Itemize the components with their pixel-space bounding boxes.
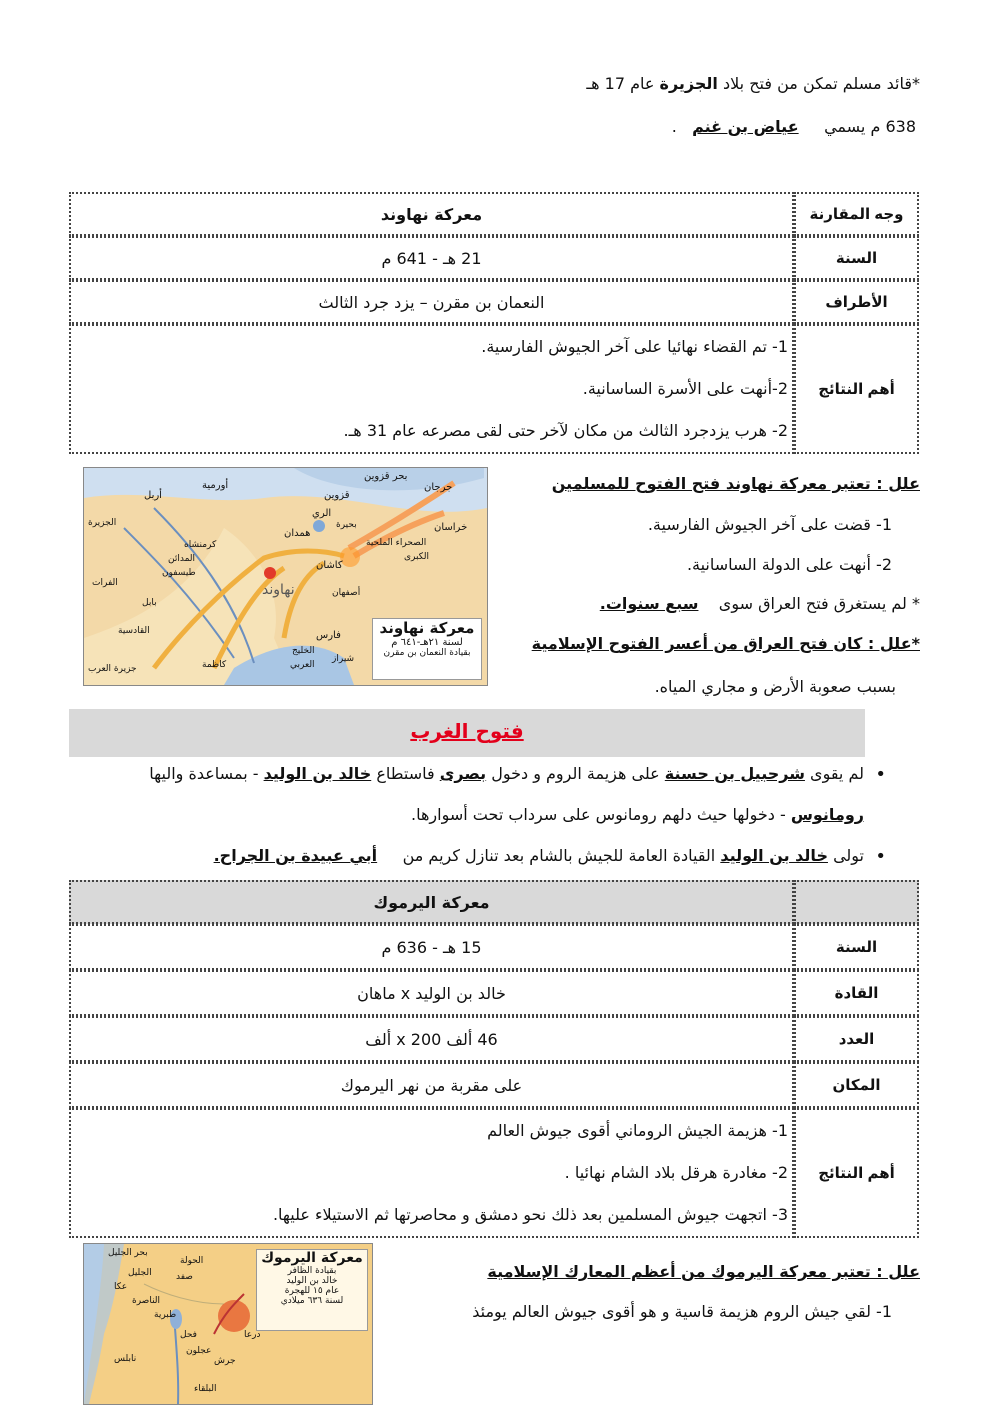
result-item: 1- تم القضاء نهائيا على آخر الجيوش الفارسية. [481,337,788,356]
west-bullet-1-line-2: رومانوس - دخولها حيث دلهم رومانوس على سرداب تحت أسوارها. [411,805,864,824]
row-value: خالد بن الوليد x ماهان [69,970,794,1016]
yarmouk-reason-title: علل : تعتبر معركة اليرموك من أعظم المعارك الإسلامية [487,1262,920,1281]
results-label: أهم النتائج [794,1108,919,1238]
row-label: السنة [794,236,919,280]
map-place: جزيرة العرب [88,664,137,674]
yarmouk-map [83,1243,373,1405]
reason-item: 2- أنهت على الدولة الساسانية. [686,555,892,574]
map-place: طيسفون [162,568,196,578]
row-value: على مقربة من نهر اليرموك [69,1062,794,1108]
results-cell [69,1108,794,1238]
header-title: معركة اليرموك [69,880,794,924]
nahawand-reason-title: علل : تعتبر معركة نهاوند فتح الفتوح للمسلمين [551,474,920,493]
nahawand-map-legend [372,618,482,680]
map-place: العربي [290,660,315,670]
map-place: القادسية [118,626,150,636]
map-legend-subtitle: لسنة ٦٣٦ ميلادي [280,1296,344,1306]
map-place: أصفهان [332,588,361,598]
map-place: شيراز [332,654,355,664]
map-place: فحل [180,1330,197,1340]
map-place: أورمية [202,480,229,491]
west-bullet-1-line-1: • لم يقوى شرحبيل بن حسنة على هزيمة الروم و دخول بصرى فاستطاع خالد بن الوليد - بمساعدة واليها [149,764,864,783]
row-label: القادة [794,970,919,1016]
map-legend-title: معركة نهاوند [379,619,475,637]
row-value: 15 هـ - 636 م [69,924,794,970]
yarmouk-comparison-table [69,880,919,1238]
row-label: الأطراف [794,280,919,324]
header-label-empty [794,880,919,924]
west-bullet-2: • تولى خالد بن الوليد القيادة العامة للجيش بالشام بعد تنازل كريم من أبي عبيدة بن الجراح. [214,846,864,865]
result-item: 1- هزيمة الجيش الروماني أقوى جيوش العالم [487,1121,788,1140]
map-place: كاظمة [202,660,227,670]
nahawand-map [83,467,488,686]
map-place: الكبرى [404,552,429,562]
nahawand-comparison-table [69,192,919,454]
map-place: درعا [244,1330,261,1340]
results-cell [69,324,794,454]
row-label: العدد [794,1016,919,1062]
map-place: بحر قزوين [364,471,408,482]
map-place: كرمنشاه [184,540,217,550]
map-place: كاشان [316,560,343,571]
map-place: الري [312,508,332,519]
map-legend-subtitle: لسنة ٢١هـ-٦٤١ م [391,637,463,648]
map-place: الناصرة [132,1296,161,1306]
map-place: صفد [176,1272,193,1282]
result-item: 2-أنهت على الأسرة الساسانية. [582,379,788,398]
row-label: المكان [794,1062,919,1108]
map-place: خراسان [434,522,468,533]
map-place: البلقاء [194,1384,217,1394]
reason-item: 1- لقي جيش الروم هزيمة قاسية و هو أقوى جيوش العالم يومئذ [472,1302,892,1321]
map-place: الخليج [292,646,315,656]
result-item: 2- هرب يزدجرد الثالث من مكان لآخر حتى لقى مصرعه عام 31 هـ. [343,421,788,440]
row-value: النعمان بن مقرن – يزد جرد الثالث [69,280,794,324]
map-legend-subtitle: بقيادة الظافر [287,1266,337,1276]
map-place: بحيرة [336,520,357,530]
row-value: 21 هـ - 641 م [69,236,794,280]
iraq-line: * لم يستغرق فتح العراق سوى سبع سنوات. [599,594,920,613]
map-place: الجزيرة [88,518,117,528]
map-place: المدائن [168,554,196,564]
header-label: وجه المقارنة [794,192,919,236]
west-title: فتوح الغرب [410,719,524,743]
map-place: فارس [316,630,341,641]
result-item: 2- مغادرة هرقل بلاد الشام نهائيا . [564,1163,788,1182]
results-label: أهم النتائج [794,324,919,454]
map-legend-subtitle: عام ١٥ للهجرة [284,1286,340,1296]
map-legend-subtitle: خالد بن الوليد [286,1276,338,1286]
map-place: الجليل [128,1268,152,1278]
intro-line-2: 638 م يسمي عياض بن غنم . [671,117,916,136]
map-place: نهاوند [262,582,295,598]
map-place: همدان [284,528,311,539]
map-legend-title: معركة اليرموك [261,1250,363,1266]
map-place: جرجان [424,482,453,493]
header-title: معركة نهاوند [69,192,794,236]
map-place: نابلس [114,1354,137,1364]
map-place: عجلون [186,1346,212,1356]
map-place: عكا [114,1282,128,1292]
iraq-reason-title: *علل : كان فتح العراق من أعسر الفتوح الإسلامية [531,634,920,653]
map-place: الفرات [92,578,118,588]
map-place: طبرية [154,1310,177,1320]
map-place: الحولة [180,1256,204,1266]
row-label: السنة [794,924,919,970]
map-place: بحر الجليل [108,1248,148,1258]
result-item: 3- اتجهت جيوش المسلمين بعد ذلك نحو دمشق و محاصرتها ثم الاستيلاء عليها. [272,1205,788,1224]
map-place: أربل [144,490,162,501]
intro-line-1: *قائد مسلم تمكن من فتح بلاد الجزيرة عام 17 هـ [586,74,920,93]
map-legend-subtitle: بقيادة النعمان بن مقرن [383,648,471,658]
row-value: 46 ألف x 200 ألف [69,1016,794,1062]
yarmouk-map-legend [256,1249,368,1331]
map-place: جرش [214,1356,236,1366]
map-place: قزوين [324,490,350,501]
reason-item: 1- قضت على آخر الجيوش الفارسية. [647,515,892,534]
west-banner [69,709,865,757]
map-place: بابل [142,598,157,608]
map-place: الصحراء الملحية [366,538,427,548]
iraq-reason: بسبب صعوبة الأرض و مجاري المياه. [654,677,896,696]
